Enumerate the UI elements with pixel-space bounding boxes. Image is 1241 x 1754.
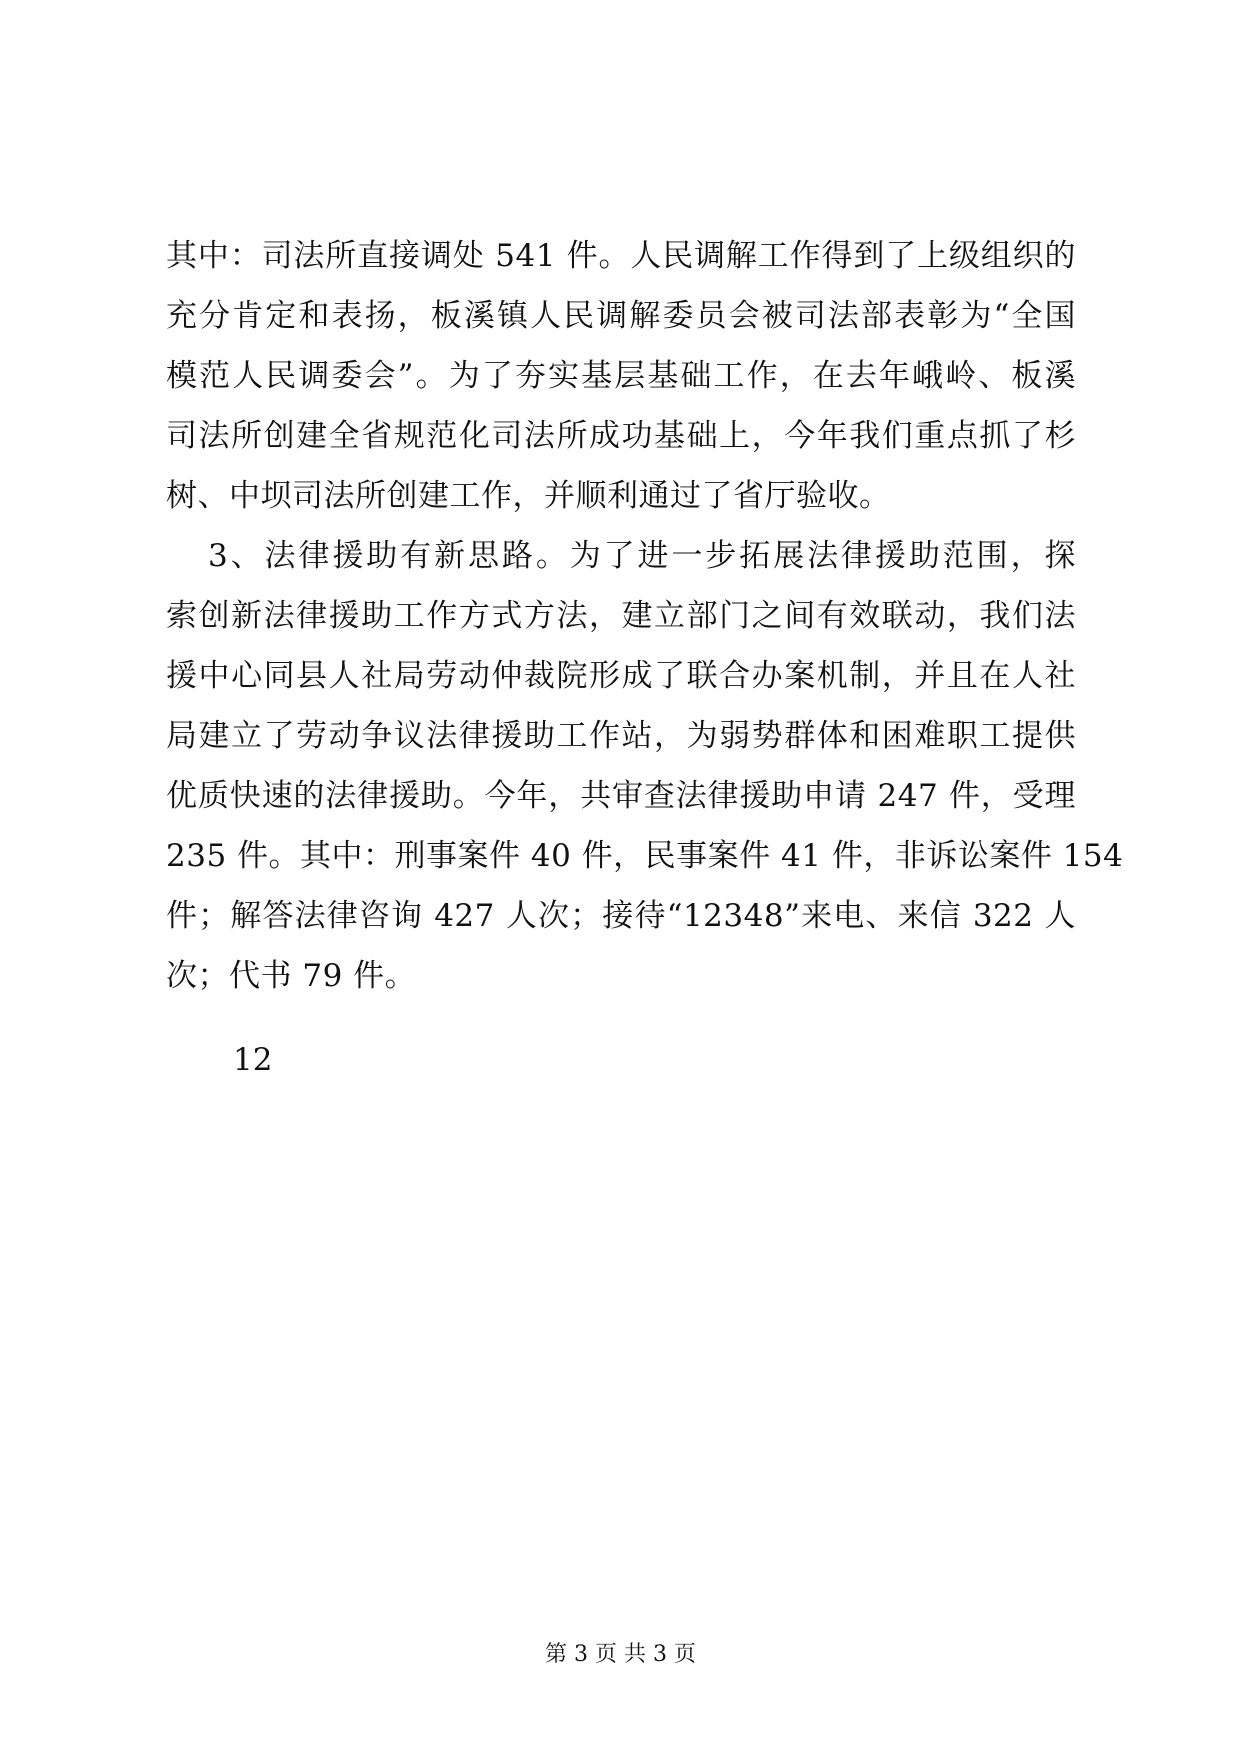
inline-number: 12 [233, 1042, 273, 1078]
text-line: 件；解答法律咨询 427 人次；接待“12348”来电、来信 322 人 [166, 898, 1076, 934]
text-line: 树、中坝司法所创建工作，并顺利通过了省厅验收。 [166, 478, 891, 514]
text-line: 235 件。其中：刑事案件 40 件，民事案件 41 件，非诉讼案件 154 [166, 838, 1124, 874]
paragraph-first-line: 3、法律援助有新思路。为了进一步拓展法律援助范围，探 [208, 538, 1076, 574]
text-line: 局建立了劳动争议法律援助工作站，为弱势群体和困难职工提供 [166, 718, 1076, 754]
text-line: 次；代书 79 件。 [166, 958, 417, 994]
text-line: 充分肯定和表扬，板溪镇人民调解委员会被司法部表彰为“全国 [166, 298, 1076, 334]
text-line: 优质快速的法律援助。今年，共审查法律援助申请 247 件，受理 [166, 778, 1076, 814]
text-line: 援中心同县人社局劳动仲裁院形成了联合办案机制，并且在人社 [166, 658, 1076, 694]
text-line: 模范人民调委会”。为了夯实基层基础工作，在去年峨岭、板溪 [166, 358, 1076, 394]
text-line: 其中：司法所直接调处 541 件。人民调解工作得到了上级组织的 [166, 238, 1076, 274]
text-line: 司法所创建全省规范化司法所成功基础上，今年我们重点抓了杉 [166, 418, 1076, 454]
text-line: 索创新法律援助工作方式方法，建立部门之间有效联动，我们法 [166, 598, 1076, 634]
page-footer: 第 3 页 共 3 页 [545, 1642, 696, 1667]
body-text [166, 226, 1124, 1006]
